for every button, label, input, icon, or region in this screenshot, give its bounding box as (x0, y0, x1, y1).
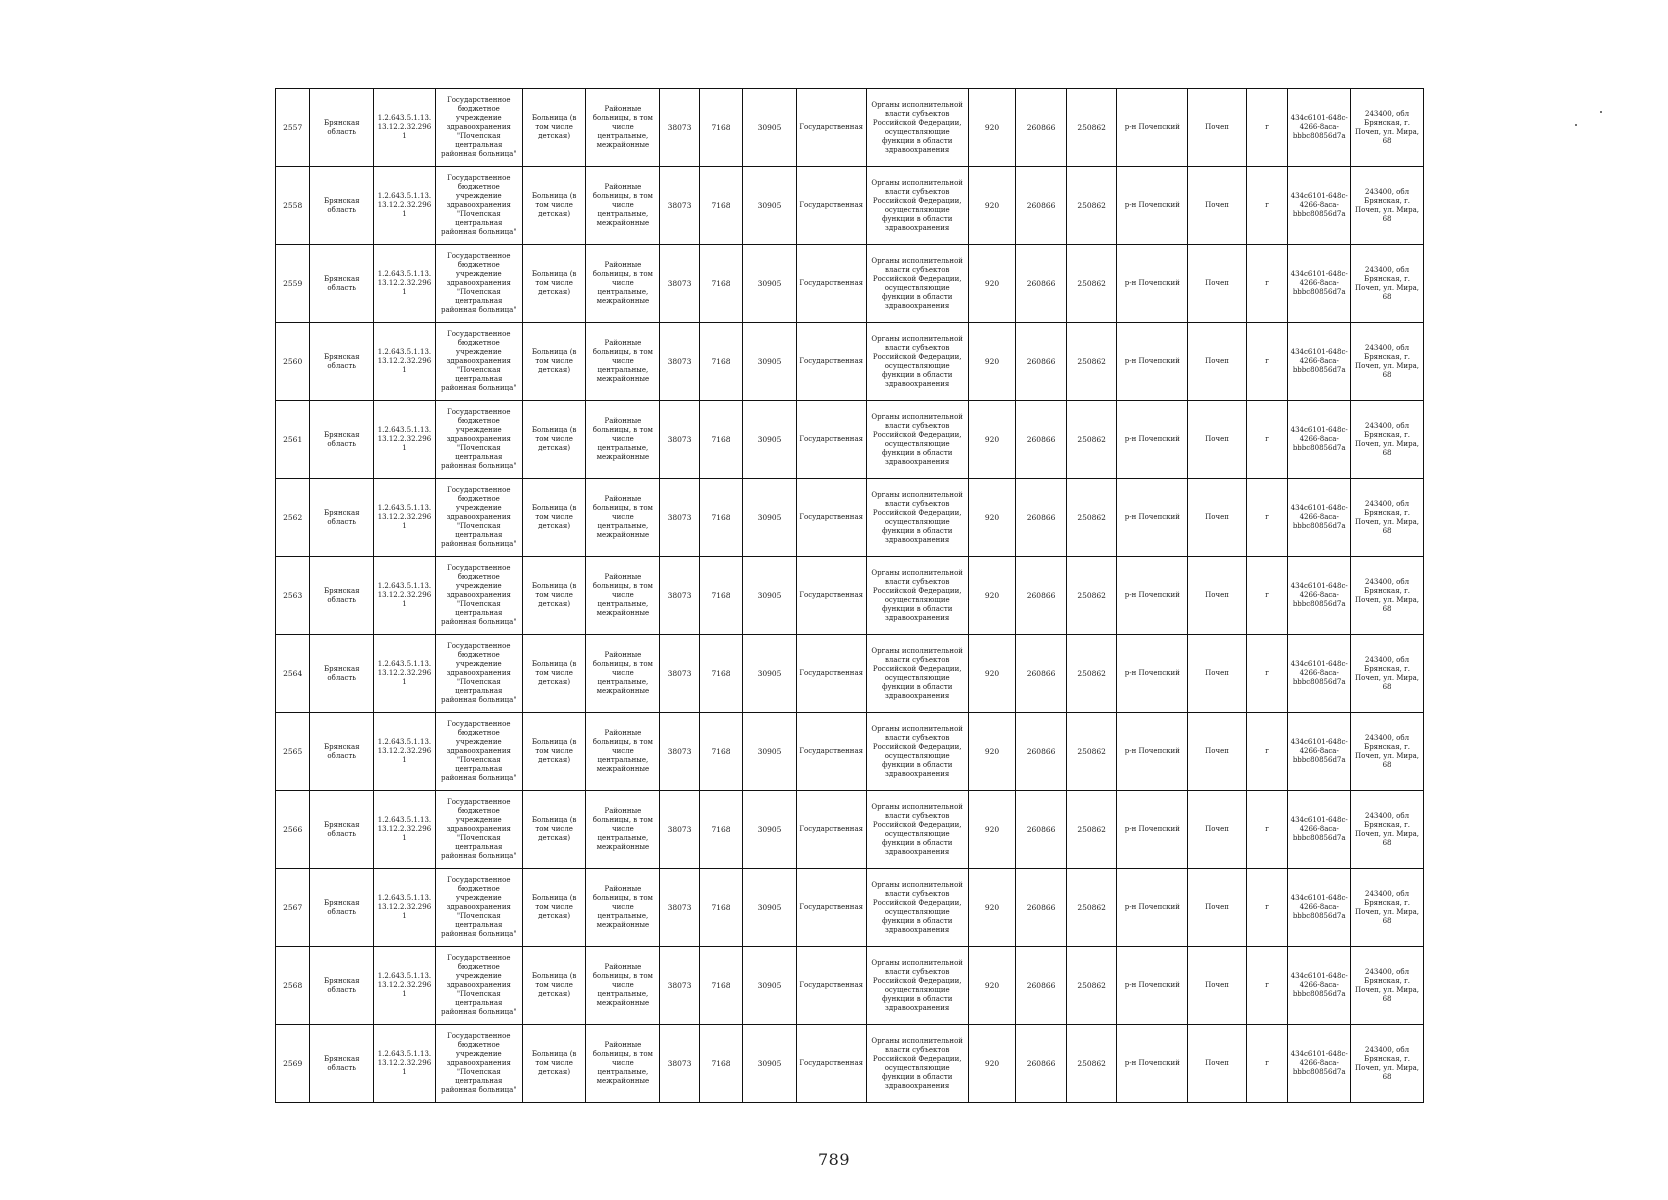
cell-settlement-type: г (1246, 713, 1287, 791)
cell-number-4: 920 (968, 869, 1016, 947)
cell-ownership: Государственная (796, 245, 866, 323)
cell-facility-subtype: Районные больницы, в том числе центральные, межрайонные (586, 479, 660, 557)
cell-ownership: Государственная (796, 635, 866, 713)
cell-facility-type: Больница (в том числе детская) (522, 245, 586, 323)
cell-district: р-н Почепский (1117, 947, 1188, 1025)
cell-ownership: Государственная (796, 479, 866, 557)
cell-settlement-type: г (1246, 947, 1287, 1025)
cell-settlement-type: г (1246, 557, 1287, 635)
cell-city: Почеп (1188, 557, 1247, 635)
cell-district: р-н Почепский (1117, 635, 1188, 713)
cell-guid: 434c6101-648c- 4266-8aca- bbbc80856d7a (1288, 167, 1351, 245)
cell-settlement-type: г (1246, 635, 1287, 713)
cell-organization-name: Государственное бюджетное учреждение здравоохранения "Почепская центральная районная больница" (435, 713, 522, 791)
cell-number-6: 250862 (1066, 323, 1117, 401)
cell-oid-code: 1.2.643.5.1.13. 13.12.2.32.296 1 (374, 713, 436, 791)
cell-facility-subtype: Районные больницы, в том числе центральные, межрайонные (586, 869, 660, 947)
cell-facility-subtype: Районные больницы, в том числе центральные, межрайонные (586, 635, 660, 713)
cell-region: Брянская область (310, 869, 374, 947)
cell-guid: 434c6101-648c- 4266-8aca- bbbc80856d7a (1288, 401, 1351, 479)
cell-authority: Органы исполнительной власти субъектов Российской Федерации, осуществляющие функции в области здравоохранения (866, 89, 968, 167)
cell-city: Почеп (1188, 947, 1247, 1025)
cell-number-5: 260866 (1016, 89, 1067, 167)
cell-settlement-type: г (1246, 479, 1287, 557)
cell-number-5: 260866 (1016, 791, 1067, 869)
cell-facility-type: Больница (в том числе детская) (522, 713, 586, 791)
cell-authority: Органы исполнительной власти субъектов Российской Федерации, осуществляющие функции в области здравоохранения (866, 167, 968, 245)
cell-authority: Органы исполнительной власти субъектов Российской Федерации, осуществляющие функции в области здравоохранения (866, 557, 968, 635)
cell-number-5: 260866 (1016, 323, 1067, 401)
cell-number-4: 920 (968, 713, 1016, 791)
cell-number-6: 250862 (1066, 635, 1117, 713)
cell-guid: 434c6101-648c- 4266-8aca- bbbc80856d7a (1288, 1025, 1351, 1103)
cell-number-1: 38073 (660, 1025, 699, 1103)
cell-number-3: 30905 (743, 323, 797, 401)
cell-number-2: 7168 (699, 323, 742, 401)
cell-oid-code: 1.2.643.5.1.13. 13.12.2.32.296 1 (374, 947, 436, 1025)
cell-city: Почеп (1188, 479, 1247, 557)
cell-facility-type: Больница (в том числе детская) (522, 1025, 586, 1103)
cell-oid-code: 1.2.643.5.1.13. 13.12.2.32.296 1 (374, 869, 436, 947)
cell-facility-type: Больница (в том числе детская) (522, 557, 586, 635)
cell-number-4: 920 (968, 791, 1016, 869)
cell-number-3: 30905 (743, 557, 797, 635)
scanned-table-sheet (275, 88, 1424, 1103)
cell-row-number: 2563 (276, 557, 310, 635)
cell-authority: Органы исполнительной власти субъектов Российской Федерации, осуществляющие функции в области здравоохранения (866, 869, 968, 947)
cell-number-5: 260866 (1016, 869, 1067, 947)
cell-settlement-type: г (1246, 401, 1287, 479)
cell-number-3: 30905 (743, 947, 797, 1025)
cell-number-3: 30905 (743, 791, 797, 869)
cell-facility-subtype: Районные больницы, в том числе центральные, межрайонные (586, 323, 660, 401)
cell-facility-type: Больница (в том числе детская) (522, 947, 586, 1025)
cell-ownership: Государственная (796, 401, 866, 479)
cell-number-3: 30905 (743, 401, 797, 479)
cell-number-4: 920 (968, 635, 1016, 713)
cell-address: 243400, обл Брянская, г. Почеп, ул. Мира, 68 (1351, 869, 1424, 947)
cell-row-number: 2561 (276, 401, 310, 479)
cell-number-2: 7168 (699, 869, 742, 947)
cell-number-4: 920 (968, 89, 1016, 167)
cell-number-4: 920 (968, 167, 1016, 245)
cell-number-1: 38073 (660, 323, 699, 401)
cell-number-4: 920 (968, 401, 1016, 479)
cell-number-1: 38073 (660, 245, 699, 323)
cell-city: Почеп (1188, 401, 1247, 479)
cell-number-2: 7168 (699, 245, 742, 323)
table-row (276, 1025, 1424, 1103)
cell-number-6: 250862 (1066, 713, 1117, 791)
cell-number-3: 30905 (743, 713, 797, 791)
table-row (276, 947, 1424, 1025)
cell-row-number: 2558 (276, 167, 310, 245)
cell-number-1: 38073 (660, 947, 699, 1025)
cell-number-1: 38073 (660, 401, 699, 479)
cell-region: Брянская область (310, 323, 374, 401)
cell-authority: Органы исполнительной власти субъектов Российской Федерации, осуществляющие функции в области здравоохранения (866, 713, 968, 791)
cell-address: 243400, обл Брянская, г. Почеп, ул. Мира, 68 (1351, 479, 1424, 557)
cell-number-6: 250862 (1066, 791, 1117, 869)
cell-number-5: 260866 (1016, 245, 1067, 323)
cell-row-number: 2560 (276, 323, 310, 401)
cell-authority: Органы исполнительной власти субъектов Российской Федерации, осуществляющие функции в области здравоохранения (866, 635, 968, 713)
cell-facility-subtype: Районные больницы, в том числе центральные, межрайонные (586, 245, 660, 323)
cell-city: Почеп (1188, 1025, 1247, 1103)
cell-oid-code: 1.2.643.5.1.13. 13.12.2.32.296 1 (374, 323, 436, 401)
cell-address: 243400, обл Брянская, г. Почеп, ул. Мира, 68 (1351, 1025, 1424, 1103)
cell-number-5: 260866 (1016, 479, 1067, 557)
cell-region: Брянская область (310, 557, 374, 635)
cell-guid: 434c6101-648c- 4266-8aca- bbbc80856d7a (1288, 713, 1351, 791)
scan-speck (1600, 111, 1602, 113)
cell-district: р-н Почепский (1117, 713, 1188, 791)
cell-region: Брянская область (310, 479, 374, 557)
cell-city: Почеп (1188, 245, 1247, 323)
cell-number-2: 7168 (699, 557, 742, 635)
cell-ownership: Государственная (796, 557, 866, 635)
cell-city: Почеп (1188, 791, 1247, 869)
cell-row-number: 2569 (276, 1025, 310, 1103)
cell-number-1: 38073 (660, 635, 699, 713)
cell-number-2: 7168 (699, 791, 742, 869)
cell-region: Брянская область (310, 89, 374, 167)
cell-facility-subtype: Районные больницы, в том числе центральные, межрайонные (586, 1025, 660, 1103)
cell-facility-subtype: Районные больницы, в том числе центральные, межрайонные (586, 791, 660, 869)
cell-region: Брянская область (310, 635, 374, 713)
cell-ownership: Государственная (796, 713, 866, 791)
cell-city: Почеп (1188, 89, 1247, 167)
cell-address: 243400, обл Брянская, г. Почеп, ул. Мира, 68 (1351, 401, 1424, 479)
table-row (276, 401, 1424, 479)
table-row (276, 245, 1424, 323)
cell-organization-name: Государственное бюджетное учреждение здравоохранения "Почепская центральная районная больница" (435, 245, 522, 323)
cell-number-3: 30905 (743, 1025, 797, 1103)
cell-number-2: 7168 (699, 635, 742, 713)
cell-guid: 434c6101-648c- 4266-8aca- bbbc80856d7a (1288, 557, 1351, 635)
cell-number-2: 7168 (699, 479, 742, 557)
cell-settlement-type: г (1246, 323, 1287, 401)
cell-guid: 434c6101-648c- 4266-8aca- bbbc80856d7a (1288, 791, 1351, 869)
cell-facility-subtype: Районные больницы, в том числе центральные, межрайонные (586, 713, 660, 791)
cell-organization-name: Государственное бюджетное учреждение здравоохранения "Почепская центральная районная больница" (435, 557, 522, 635)
cell-organization-name: Государственное бюджетное учреждение здравоохранения "Почепская центральная районная больница" (435, 1025, 522, 1103)
table-row (276, 479, 1424, 557)
cell-number-5: 260866 (1016, 947, 1067, 1025)
cell-number-6: 250862 (1066, 1025, 1117, 1103)
cell-organization-name: Государственное бюджетное учреждение здравоохранения "Почепская центральная районная больница" (435, 947, 522, 1025)
cell-guid: 434c6101-648c- 4266-8aca- bbbc80856d7a (1288, 947, 1351, 1025)
cell-number-6: 250862 (1066, 89, 1117, 167)
table-row (276, 791, 1424, 869)
cell-facility-type: Больница (в том числе детская) (522, 869, 586, 947)
cell-oid-code: 1.2.643.5.1.13. 13.12.2.32.296 1 (374, 245, 436, 323)
cell-city: Почеп (1188, 713, 1247, 791)
cell-facility-type: Больница (в том числе детская) (522, 323, 586, 401)
cell-number-4: 920 (968, 947, 1016, 1025)
cell-district: р-н Почепский (1117, 89, 1188, 167)
cell-region: Брянская область (310, 401, 374, 479)
cell-district: р-н Почепский (1117, 167, 1188, 245)
cell-oid-code: 1.2.643.5.1.13. 13.12.2.32.296 1 (374, 479, 436, 557)
cell-region: Брянская область (310, 245, 374, 323)
cell-guid: 434c6101-648c- 4266-8aca- bbbc80856d7a (1288, 89, 1351, 167)
cell-number-3: 30905 (743, 479, 797, 557)
cell-number-4: 920 (968, 557, 1016, 635)
cell-number-1: 38073 (660, 89, 699, 167)
cell-district: р-н Почепский (1117, 479, 1188, 557)
page-number: 789 (817, 1150, 851, 1169)
scan-speck (1575, 124, 1577, 126)
cell-number-3: 30905 (743, 635, 797, 713)
cell-number-1: 38073 (660, 713, 699, 791)
table-row (276, 167, 1424, 245)
cell-region: Брянская область (310, 947, 374, 1025)
cell-ownership: Государственная (796, 869, 866, 947)
cell-organization-name: Государственное бюджетное учреждение здравоохранения "Почепская центральная районная больница" (435, 89, 522, 167)
cell-address: 243400, обл Брянская, г. Почеп, ул. Мира, 68 (1351, 791, 1424, 869)
cell-number-2: 7168 (699, 713, 742, 791)
cell-organization-name: Государственное бюджетное учреждение здравоохранения "Почепская центральная районная больница" (435, 635, 522, 713)
cell-guid: 434c6101-648c- 4266-8aca- bbbc80856d7a (1288, 245, 1351, 323)
cell-settlement-type: г (1246, 869, 1287, 947)
cell-facility-subtype: Районные больницы, в том числе центральные, межрайонные (586, 557, 660, 635)
cell-settlement-type: г (1246, 167, 1287, 245)
cell-facility-subtype: Районные больницы, в том числе центральные, межрайонные (586, 167, 660, 245)
cell-address: 243400, обл Брянская, г. Почеп, ул. Мира, 68 (1351, 89, 1424, 167)
cell-region: Брянская область (310, 713, 374, 791)
cell-address: 243400, обл Брянская, г. Почеп, ул. Мира, 68 (1351, 713, 1424, 791)
cell-region: Брянская область (310, 1025, 374, 1103)
cell-facility-type: Больница (в том числе детская) (522, 89, 586, 167)
cell-address: 243400, обл Брянская, г. Почеп, ул. Мира, 68 (1351, 323, 1424, 401)
cell-row-number: 2557 (276, 89, 310, 167)
cell-facility-type: Больница (в том числе детская) (522, 167, 586, 245)
cell-facility-subtype: Районные больницы, в том числе центральные, межрайонные (586, 947, 660, 1025)
cell-city: Почеп (1188, 167, 1247, 245)
cell-organization-name: Государственное бюджетное учреждение здравоохранения "Почепская центральная районная больница" (435, 167, 522, 245)
cell-region: Брянская область (310, 791, 374, 869)
cell-address: 243400, обл Брянская, г. Почеп, ул. Мира, 68 (1351, 557, 1424, 635)
cell-organization-name: Государственное бюджетное учреждение здравоохранения "Почепская центральная районная больница" (435, 479, 522, 557)
cell-authority: Органы исполнительной власти субъектов Российской Федерации, осуществляющие функции в области здравоохранения (866, 947, 968, 1025)
cell-ownership: Государственная (796, 791, 866, 869)
cell-number-2: 7168 (699, 89, 742, 167)
table-row (276, 713, 1424, 791)
cell-district: р-н Почепский (1117, 323, 1188, 401)
cell-number-4: 920 (968, 479, 1016, 557)
cell-authority: Органы исполнительной власти субъектов Российской Федерации, осуществляющие функции в области здравоохранения (866, 323, 968, 401)
cell-number-2: 7168 (699, 167, 742, 245)
cell-facility-type: Больница (в том числе детская) (522, 479, 586, 557)
cell-settlement-type: г (1246, 791, 1287, 869)
cell-address: 243400, обл Брянская, г. Почеп, ул. Мира, 68 (1351, 245, 1424, 323)
cell-authority: Органы исполнительной власти субъектов Российской Федерации, осуществляющие функции в области здравоохранения (866, 245, 968, 323)
cell-number-6: 250862 (1066, 401, 1117, 479)
cell-ownership: Государственная (796, 323, 866, 401)
cell-district: р-н Почепский (1117, 557, 1188, 635)
cell-organization-name: Государственное бюджетное учреждение здравоохранения "Почепская центральная районная больница" (435, 791, 522, 869)
cell-number-1: 38073 (660, 791, 699, 869)
cell-oid-code: 1.2.643.5.1.13. 13.12.2.32.296 1 (374, 557, 436, 635)
cell-number-5: 260866 (1016, 635, 1067, 713)
cell-authority: Органы исполнительной власти субъектов Российской Федерации, осуществляющие функции в области здравоохранения (866, 479, 968, 557)
cell-settlement-type: г (1246, 1025, 1287, 1103)
cell-region: Брянская область (310, 167, 374, 245)
cell-authority: Органы исполнительной власти субъектов Российской Федерации, осуществляющие функции в области здравоохранения (866, 791, 968, 869)
cell-row-number: 2568 (276, 947, 310, 1025)
cell-ownership: Государственная (796, 167, 866, 245)
registry-body (276, 89, 1424, 1103)
cell-district: р-н Почепский (1117, 245, 1188, 323)
cell-organization-name: Государственное бюджетное учреждение здравоохранения "Почепская центральная районная больница" (435, 401, 522, 479)
cell-facility-subtype: Районные больницы, в том числе центральные, межрайонные (586, 401, 660, 479)
cell-district: р-н Почепский (1117, 869, 1188, 947)
cell-facility-subtype: Районные больницы, в том числе центральные, межрайонные (586, 89, 660, 167)
cell-guid: 434c6101-648c- 4266-8aca- bbbc80856d7a (1288, 479, 1351, 557)
table-row (276, 89, 1424, 167)
cell-number-3: 30905 (743, 869, 797, 947)
cell-organization-name: Государственное бюджетное учреждение здравоохранения "Почепская центральная районная больница" (435, 869, 522, 947)
cell-number-2: 7168 (699, 401, 742, 479)
cell-ownership: Государственная (796, 1025, 866, 1103)
cell-row-number: 2567 (276, 869, 310, 947)
cell-number-2: 7168 (699, 947, 742, 1025)
cell-number-1: 38073 (660, 479, 699, 557)
cell-number-4: 920 (968, 323, 1016, 401)
cell-ownership: Государственная (796, 947, 866, 1025)
table-row (276, 557, 1424, 635)
cell-number-4: 920 (968, 1025, 1016, 1103)
cell-city: Почеп (1188, 869, 1247, 947)
cell-number-5: 260866 (1016, 1025, 1067, 1103)
cell-city: Почеп (1188, 323, 1247, 401)
cell-number-6: 250862 (1066, 947, 1117, 1025)
table-row (276, 635, 1424, 713)
cell-organization-name: Государственное бюджетное учреждение здравоохранения "Почепская центральная районная больница" (435, 323, 522, 401)
cell-number-6: 250862 (1066, 167, 1117, 245)
cell-number-3: 30905 (743, 167, 797, 245)
cell-oid-code: 1.2.643.5.1.13. 13.12.2.32.296 1 (374, 167, 436, 245)
cell-oid-code: 1.2.643.5.1.13. 13.12.2.32.296 1 (374, 1025, 436, 1103)
cell-row-number: 2562 (276, 479, 310, 557)
cell-number-5: 260866 (1016, 401, 1067, 479)
cell-district: р-н Почепский (1117, 401, 1188, 479)
cell-facility-type: Больница (в том числе детская) (522, 635, 586, 713)
table-row (276, 869, 1424, 947)
cell-number-3: 30905 (743, 245, 797, 323)
registry-table (275, 88, 1424, 1103)
cell-number-4: 920 (968, 245, 1016, 323)
cell-number-6: 250862 (1066, 245, 1117, 323)
cell-oid-code: 1.2.643.5.1.13. 13.12.2.32.296 1 (374, 635, 436, 713)
cell-settlement-type: г (1246, 245, 1287, 323)
cell-oid-code: 1.2.643.5.1.13. 13.12.2.32.296 1 (374, 791, 436, 869)
cell-row-number: 2565 (276, 713, 310, 791)
cell-number-1: 38073 (660, 557, 699, 635)
cell-authority: Органы исполнительной власти субъектов Российской Федерации, осуществляющие функции в области здравоохранения (866, 1025, 968, 1103)
cell-number-5: 260866 (1016, 713, 1067, 791)
cell-number-5: 260866 (1016, 557, 1067, 635)
cell-oid-code: 1.2.643.5.1.13. 13.12.2.32.296 1 (374, 401, 436, 479)
cell-settlement-type: г (1246, 89, 1287, 167)
cell-number-2: 7168 (699, 1025, 742, 1103)
cell-facility-type: Больница (в том числе детская) (522, 401, 586, 479)
cell-address: 243400, обл Брянская, г. Почеп, ул. Мира, 68 (1351, 635, 1424, 713)
cell-row-number: 2564 (276, 635, 310, 713)
cell-facility-type: Больница (в том числе детская) (522, 791, 586, 869)
cell-number-1: 38073 (660, 167, 699, 245)
cell-number-6: 250862 (1066, 479, 1117, 557)
cell-number-1: 38073 (660, 869, 699, 947)
cell-row-number: 2566 (276, 791, 310, 869)
cell-guid: 434c6101-648c- 4266-8aca- bbbc80856d7a (1288, 635, 1351, 713)
cell-city: Почеп (1188, 635, 1247, 713)
cell-address: 243400, обл Брянская, г. Почеп, ул. Мира, 68 (1351, 947, 1424, 1025)
cell-number-3: 30905 (743, 89, 797, 167)
cell-number-6: 250862 (1066, 557, 1117, 635)
table-row (276, 323, 1424, 401)
cell-address: 243400, обл Брянская, г. Почеп, ул. Мира, 68 (1351, 167, 1424, 245)
cell-authority: Органы исполнительной власти субъектов Российской Федерации, осуществляющие функции в области здравоохранения (866, 401, 968, 479)
cell-ownership: Государственная (796, 89, 866, 167)
cell-district: р-н Почепский (1117, 1025, 1188, 1103)
cell-oid-code: 1.2.643.5.1.13. 13.12.2.32.296 1 (374, 89, 436, 167)
cell-guid: 434c6101-648c- 4266-8aca- bbbc80856d7a (1288, 323, 1351, 401)
cell-guid: 434c6101-648c- 4266-8aca- bbbc80856d7a (1288, 869, 1351, 947)
cell-row-number: 2559 (276, 245, 310, 323)
cell-district: р-н Почепский (1117, 791, 1188, 869)
cell-number-5: 260866 (1016, 167, 1067, 245)
cell-number-6: 250862 (1066, 869, 1117, 947)
